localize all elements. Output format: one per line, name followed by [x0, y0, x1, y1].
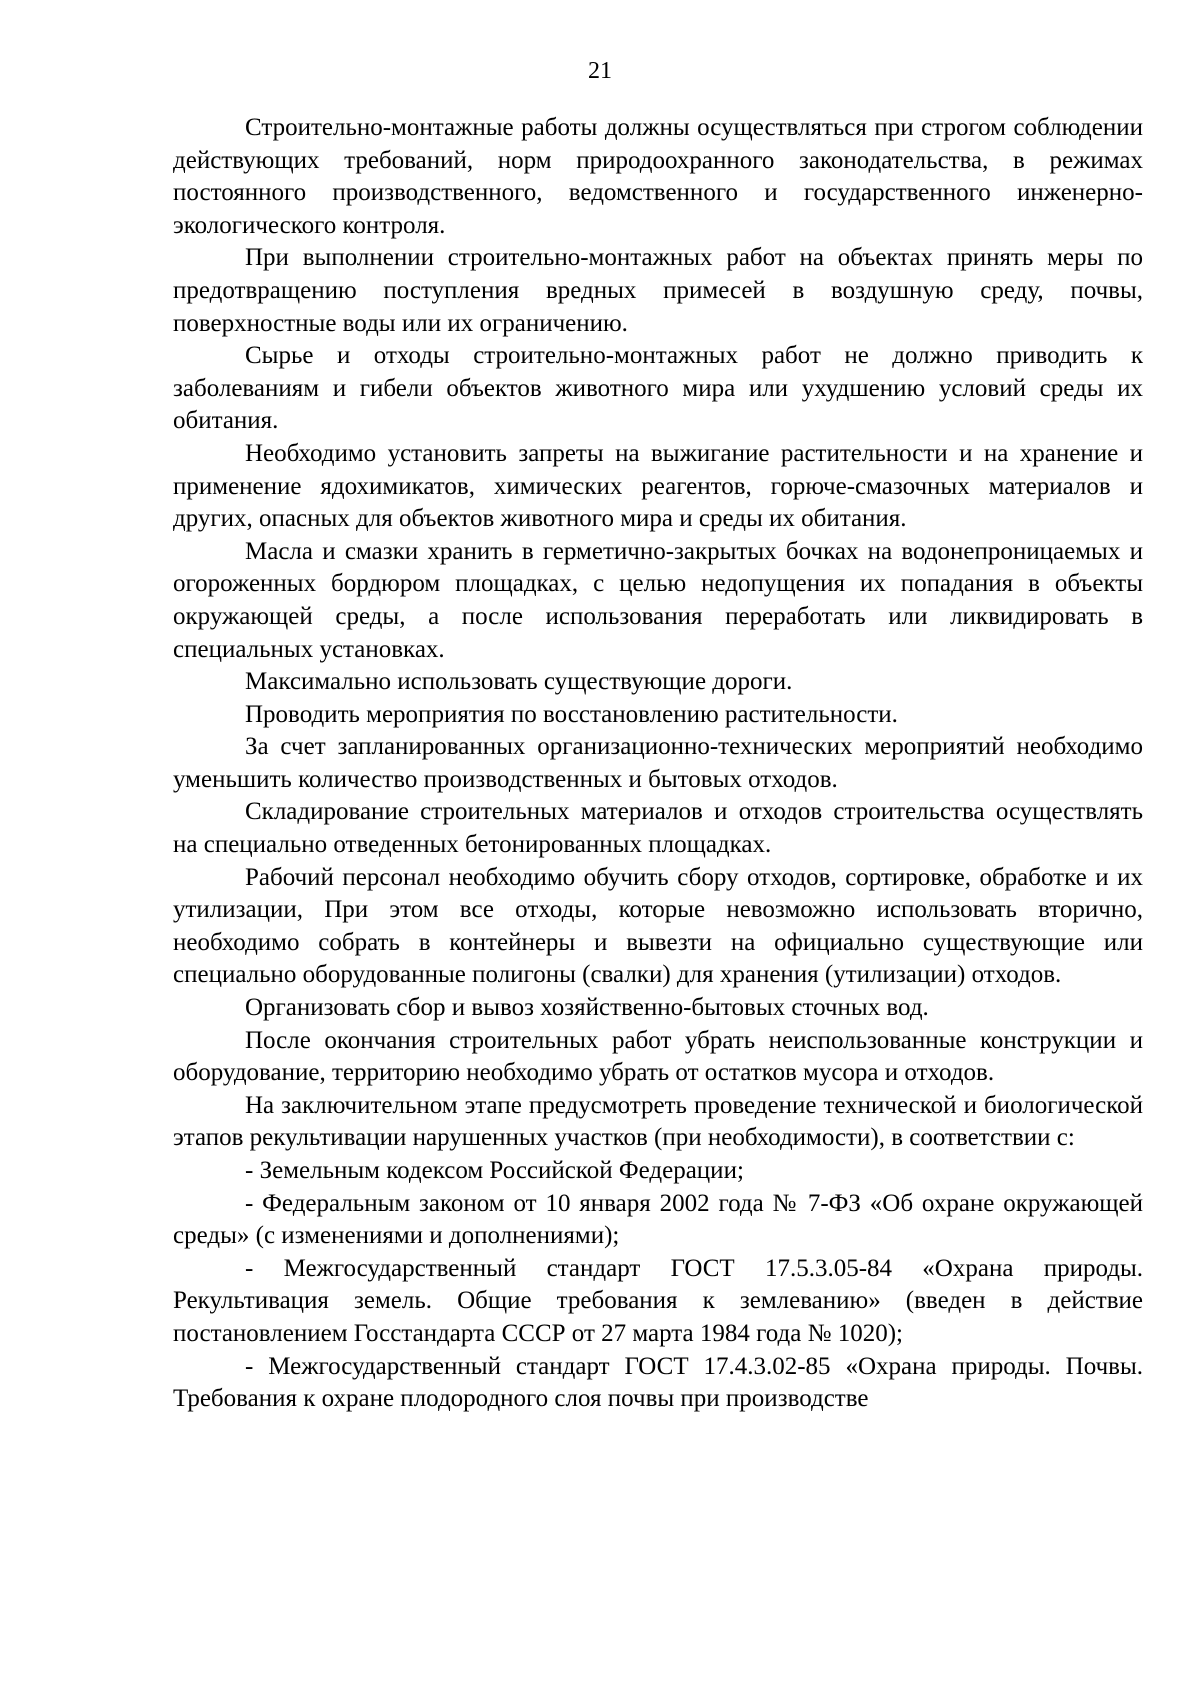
list-item: - Федеральным законом от 10 января 2002 года № 7-ФЗ «Об охране окружающей среды» (с изменениями и дополнениями); [173, 1189, 1143, 1250]
paragraph: Организовать сбор и вывоз хозяйственно-бытовых сточных вод. [245, 994, 929, 1022]
paragraph: Проводить мероприятия по восстановлению растительности. [245, 700, 898, 728]
list-item: - Земельным кодексом Российской Федерации; [245, 1157, 744, 1184]
paragraph: Максимально использовать существующие дороги. [245, 668, 793, 696]
paragraph: Необходимо установить запреты на выжигание растительности и на хранение и применение ядохимикатов, химических реагентов, горюче-смазочных материалов и других, опасных для объектов животного мира и среды их обитания. [173, 439, 1143, 533]
paragraph: Сырье и отходы строительно-монтажных работ не должно приводить к заболеваниям и гибели объектов животного мира или ухудшению условий среды их обитания. [173, 342, 1143, 435]
paragraph: Строительно-монтажные работы должны осуществляться при строгом соблюдении действующих требований, норм природоохранного законодательства, в режимах постоянного производственного, ведомственного и государственного инженерно-экологического контроля. [173, 114, 1143, 239]
list-item: - Межгосударственный стандарт ГОСТ 17.5.3.05-84 «Охрана природы. Рекультивация земель. Общие требования к землеванию» (введен в действие постановлением Госстандарта СССР от 27 марта 1984 года № 1020); [173, 1254, 1143, 1347]
paragraph: При выполнении строительно-монтажных работ на объектах принять меры по предотвращению поступления вредных примесей в воздушную среду, почвы, поверхностные воды или их ограничению. [173, 244, 1143, 337]
paragraph: На заключительном этапе предусмотреть проведение технической и биологической этапов рекультивации нарушенных участков (при необходимости), в соответствии с: [173, 1091, 1143, 1152]
paragraph: После окончания строительных работ убрать неиспользованные конструкции и оборудование, территорию необходимо убрать от остатков мусора и отходов. [173, 1026, 1143, 1087]
paragraph: За счет запланированных организационно-технических мероприятий необходимо уменьшить количество производственных и бытовых отходов. [173, 733, 1143, 793]
paragraph: Складирование строительных материалов и отходов строительства осуществлять на специально отведенных бетонированных площадках. [173, 798, 1143, 859]
page-body [173, 112, 1143, 1416]
paragraph: Масла и смазки хранить в герметично-закрытых бочках на водонепроницаемых и огороженных бордюром площадках, с целью недопущения их попадания в объекты окружающей среды, а после использования переработать или ликвидировать в специальных установках. [173, 537, 1143, 663]
paragraph: Рабочий персонал необходимо обучить сбору отходов, сортировке, обработке и их утилизации, При этом все отходы, которые невозможно использовать вторично, необходимо собрать в контейнеры и вывезти на официально существующие или специально оборудованные полигоны (свалки) для хранения (утилизации) отходов. [173, 863, 1143, 989]
list-item: - Межгосударственный стандарт ГОСТ 17.4.3.02-85 «Охрана природы. Почвы. Требования к охране плодородного слоя почвы при производстве [173, 1352, 1143, 1413]
page-number: 21 [588, 58, 612, 84]
